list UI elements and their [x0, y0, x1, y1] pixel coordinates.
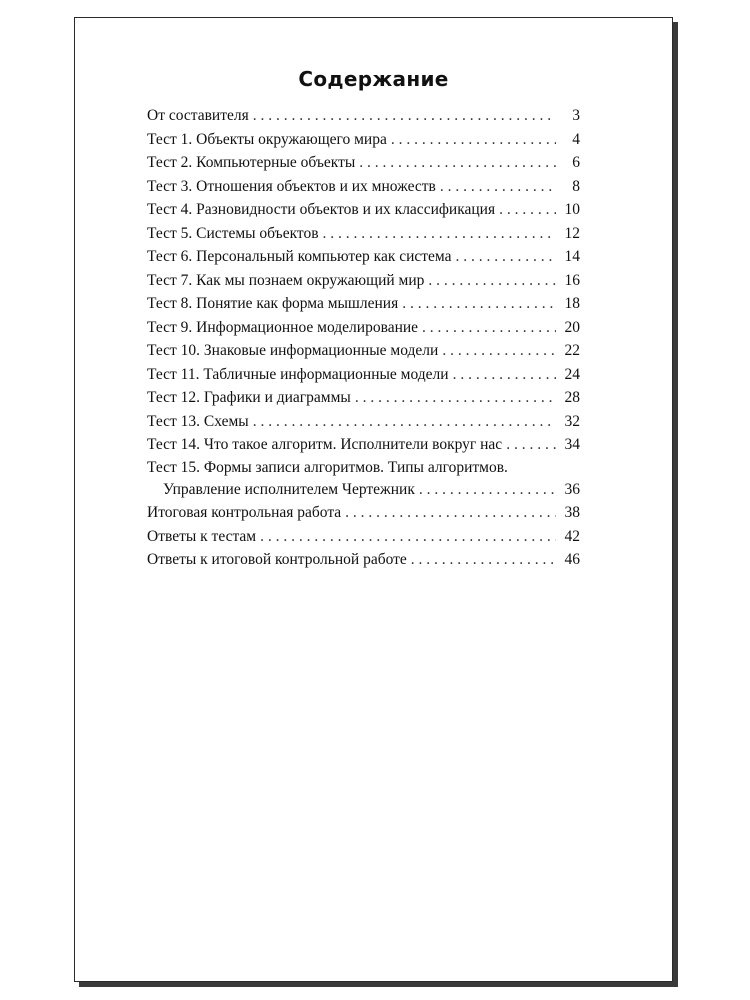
- toc-entry-page: 14: [564, 248, 580, 265]
- toc-entry-page: 4: [572, 130, 580, 148]
- toc-entry-label: Тест 8. Понятие как форма мышления: [147, 295, 399, 312]
- toc-entry-label: Тест 12. Графики и диаграммы: [147, 389, 351, 406]
- toc-entry-multiline[interactable]: [147, 457, 580, 478]
- dot-leader: [391, 128, 556, 152]
- toc-entry[interactable]: [147, 128, 580, 152]
- toc-entry[interactable]: [147, 269, 580, 293]
- toc-entry-label: Тест 6. Персональный компьютер как система: [147, 248, 452, 265]
- dot-leader: [499, 198, 556, 222]
- toc-entry-label: Тест 7. Как мы познаем окружающий мир: [147, 271, 425, 289]
- toc-entry-label: Тест 4. Разновидности объектов и их классификация: [147, 201, 496, 218]
- dot-leader: [422, 316, 556, 340]
- toc-entry[interactable]: [147, 410, 580, 434]
- toc-entry-label: Ответы к итоговой контрольной работе: [147, 551, 407, 568]
- toc-entry-page: 36: [564, 480, 580, 498]
- toc-entry-page: 46: [564, 551, 580, 568]
- dot-leader: [323, 222, 556, 246]
- dot-leader: [253, 104, 556, 128]
- toc-entry-continuation[interactable]: [147, 478, 580, 502]
- dot-leader: [402, 292, 556, 316]
- dot-leader: [419, 478, 556, 502]
- toc-entry-page: 32: [564, 412, 580, 430]
- toc-entry-label: Тест 2. Компьютерные объекты: [147, 154, 356, 171]
- toc-entry-label: Тест 14. Что такое алгоритм. Исполнители вокруг нас: [147, 436, 503, 453]
- toc-entry-page: 24: [564, 365, 580, 383]
- toc-entry[interactable]: [147, 222, 580, 246]
- toc-entry-label: Тест 5. Системы объектов: [147, 224, 319, 242]
- toc-entry[interactable]: [147, 433, 580, 457]
- toc-entry[interactable]: [147, 175, 580, 199]
- toc-entry-page: 10: [564, 201, 580, 218]
- toc-entry[interactable]: [147, 501, 580, 525]
- toc-entry[interactable]: [147, 386, 580, 410]
- table-of-contents: [147, 104, 580, 572]
- dot-leader: [506, 433, 556, 457]
- toc-entry-page: 42: [564, 527, 580, 545]
- toc-entry-page: 28: [564, 389, 580, 406]
- dot-leader: [355, 386, 556, 410]
- dot-leader: [440, 175, 556, 199]
- dot-leader: [442, 339, 556, 363]
- toc-entry[interactable]: [147, 104, 580, 128]
- dot-leader: [456, 245, 556, 269]
- toc-entry-label: Тест 13. Схемы: [147, 412, 249, 430]
- toc-entry[interactable]: [147, 525, 580, 549]
- toc-entry-page: 38: [564, 504, 580, 521]
- toc-entry-page: 20: [564, 318, 580, 336]
- document-page: [74, 17, 673, 982]
- toc-entry[interactable]: [147, 245, 580, 269]
- toc-entry-page: 16: [564, 271, 580, 289]
- toc-entry[interactable]: [147, 292, 580, 316]
- toc-entry-page: 34: [564, 436, 580, 453]
- toc-entry-label: Ответы к тестам: [147, 527, 257, 545]
- toc-entry-page: 22: [564, 342, 580, 359]
- toc-entry-page: 8: [572, 177, 580, 195]
- dot-leader: [359, 151, 556, 175]
- toc-entry-label: Тест 3. Отношения объектов и их множеств: [147, 177, 436, 195]
- dot-leader: [253, 410, 556, 434]
- toc-entry-page: 6: [572, 154, 580, 171]
- toc-entry-label: Итоговая контрольная работа: [147, 504, 342, 521]
- toc-entry-label: От составителя: [147, 107, 249, 124]
- toc-entry-label: Тест 9. Информационное моделирование: [147, 318, 419, 336]
- toc-entry[interactable]: [147, 363, 580, 387]
- dot-leader: [411, 548, 556, 572]
- toc-entry[interactable]: [147, 339, 580, 363]
- dot-leader: [260, 525, 556, 549]
- toc-entry[interactable]: [147, 316, 580, 340]
- dot-leader: [453, 363, 556, 387]
- dot-leader: [428, 269, 556, 293]
- page-title: Содержание: [298, 67, 449, 91]
- toc-entry[interactable]: [147, 548, 580, 572]
- toc-entry-label: Тест 1. Объекты окружающего мира: [147, 130, 387, 148]
- toc-entry-label: Тест 15. Формы записи алгоритмов. Типы алгоритмов.: [147, 458, 508, 476]
- toc-entry[interactable]: [147, 198, 580, 222]
- toc-entry-page: 18: [564, 295, 580, 312]
- dot-leader: [345, 501, 556, 525]
- toc-entry-page: 12: [564, 224, 580, 242]
- toc-entry[interactable]: [147, 151, 580, 175]
- toc-entry-label-continued: Управление исполнителем Чертежник: [163, 480, 415, 498]
- toc-entry-page: 3: [572, 107, 580, 124]
- toc-entry-label: Тест 11. Табличные информационные модели: [147, 365, 449, 383]
- toc-entry-label: Тест 10. Знаковые информационные модели: [147, 342, 439, 359]
